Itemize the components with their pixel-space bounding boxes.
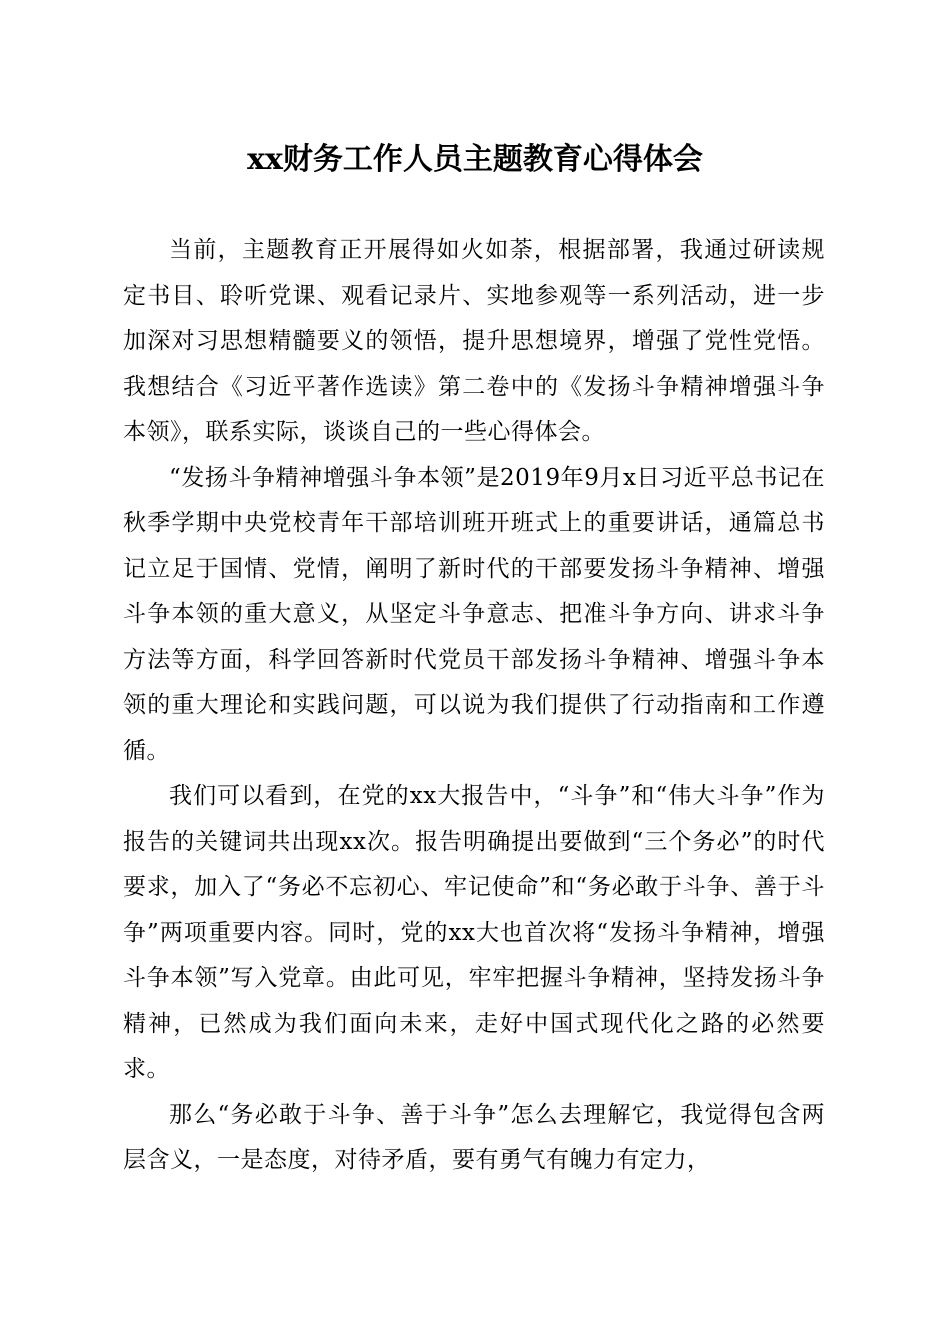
document-title: xx财务工作人员主题教育心得体会 <box>247 142 703 177</box>
paragraph: 我们可以看到，在党的xx大报告中，“斗争”和“伟大斗争”作为报告的关键词共出现xx次。报告明确提出要做到“三个务必”的时代要求，加入了“务必不忘初心、牢记使命”和“务必敢于斗争、善于斗争”两项重要内容。同时，党的xx大也首次将“发扬斗争精神，增强斗争本领”写入党章。由此可见，牢牢把握斗争精神，坚持发扬斗争精神，已然成为我们面向未来，走好中国式现代化之路的必然要求。 <box>123 783 825 1082</box>
paragraph: “发扬斗争精神增强斗争本领”是2019年9月x日习近平总书记在秋季学期中央党校青年干部培训班开班式上的重要讲话，通篇总书记立足于国情、党情，阐明了新时代的干部要发扬斗争精神、增强斗争本领的重大意义，从坚定斗争意志、把准斗争方向、讲求斗争方法等方面，科学回答新时代党员干部发扬斗争精神、增强斗争本领的重大理论和实践问题，可以说为我们提供了行动指南和工作遵循。 <box>123 464 825 764</box>
paragraph: 当前，主题教育正开展得如火如荼，根据部署，我通过研读规定书目、聆听党课、观看记录片、实地参观等一系列活动，进一步加深对习思想精髓要义的领悟，提升思想境界，增强了党性党悟。我想结合《习近平著作选读》第二卷中的《发扬斗争精神增强斗争本领》，联系实际，谈谈自己的一些心得体会。 <box>123 237 825 445</box>
paragraph: 那么“务必敢于斗争、善于斗争”怎么去理解它，我觉得包含两层含义，一是态度，对待矛盾，要有勇气有魄力有定力， <box>123 1101 825 1173</box>
document-body <box>123 228 825 1184</box>
